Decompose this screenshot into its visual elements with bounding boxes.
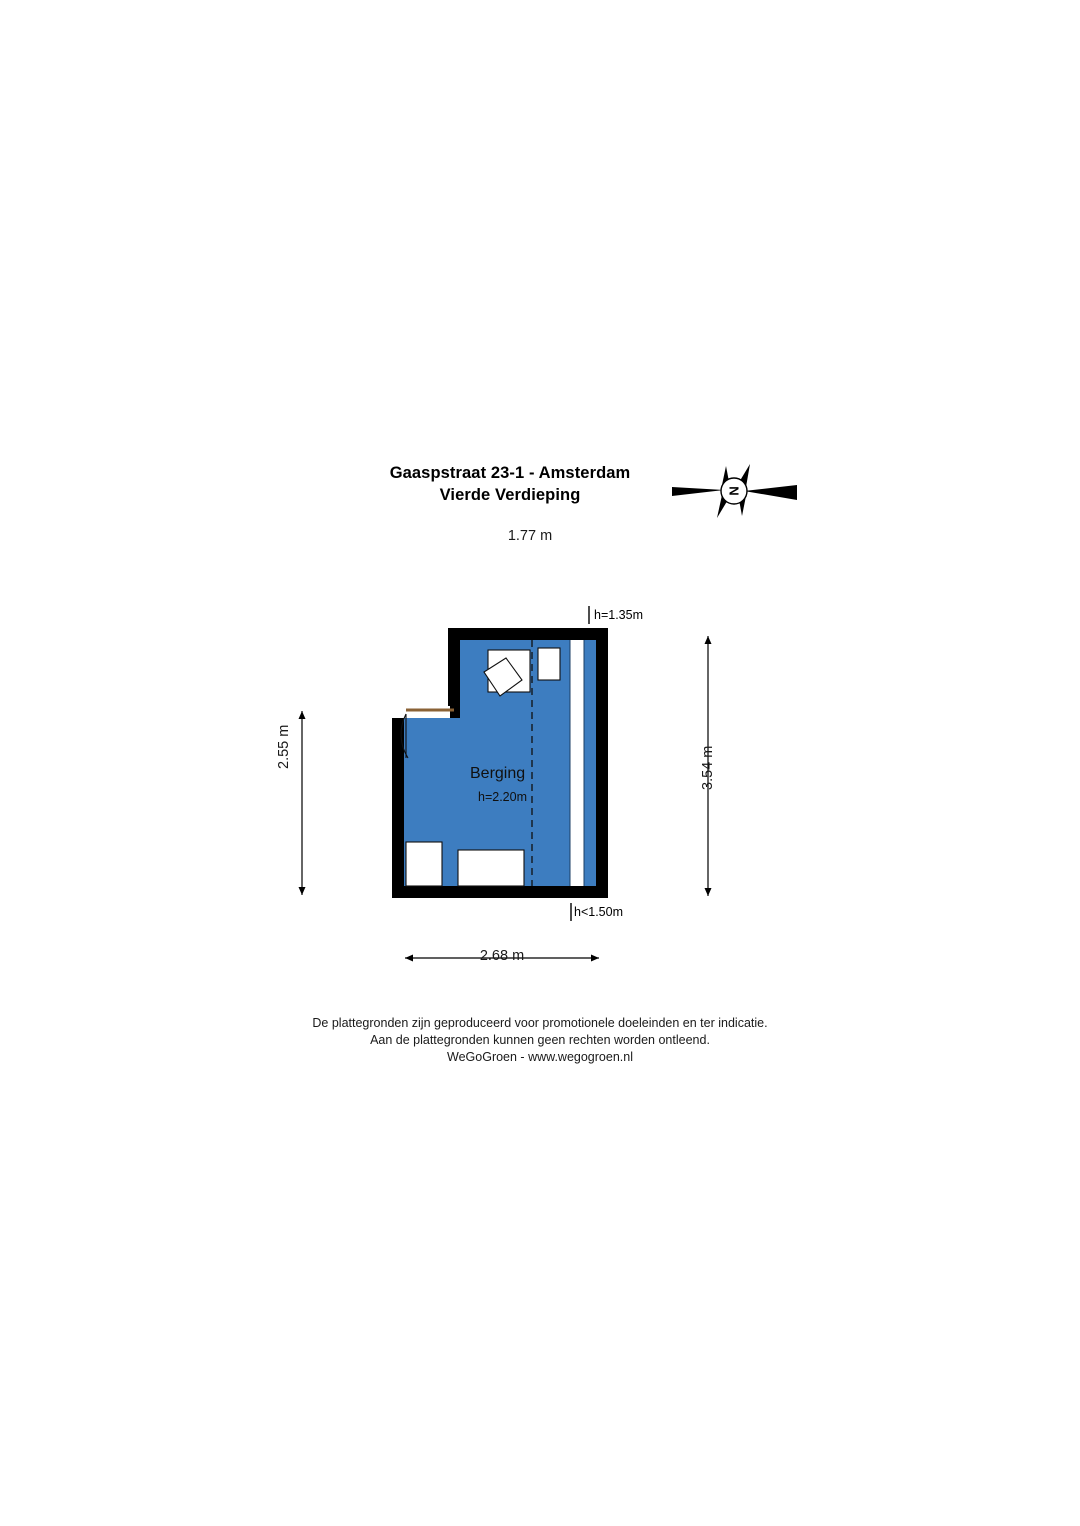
footer-disclaimer [180, 1015, 900, 1066]
low-height-strip [570, 640, 584, 886]
dimension-label-top: 1.77 m [455, 528, 605, 544]
dimension-line-left [294, 705, 310, 901]
compass-rose [672, 460, 797, 522]
fixture-bottom-left [406, 842, 442, 886]
footer-line-2: Aan de plattegronden kunnen geen rechten worden ontleend. [370, 1033, 710, 1047]
footer-line-3: WeGoGroen - www.wegogroen.nl [447, 1050, 633, 1064]
door-opening [392, 706, 450, 718]
fixture-narrow-top [538, 648, 560, 680]
dimension-label-left: 2.55 m [276, 724, 292, 769]
dimension-label-bottom: 2.68 m [479, 948, 525, 964]
title-floor: Vierde Verdieping [439, 486, 581, 504]
fixture-bottom-centre [458, 850, 524, 886]
compass-letter-n: N [726, 486, 742, 496]
footer-line-1: De plattegronden zijn geproduceerd voor promotionele doeleinden en ter indicatie. [312, 1016, 768, 1030]
room-label-berging: Berging [470, 765, 526, 782]
dimension-label-right: 3.54 m [700, 745, 716, 790]
page-title [300, 462, 720, 506]
title-address: Gaaspstraat 23-1 - Amsterdam [389, 464, 631, 482]
height-label-top-right: h=1.35m [594, 608, 643, 622]
floorplan-drawing [380, 610, 625, 910]
height-label-bottom-right: h<1.50m [574, 905, 623, 919]
room-height-berging: h=2.20m [478, 790, 527, 804]
